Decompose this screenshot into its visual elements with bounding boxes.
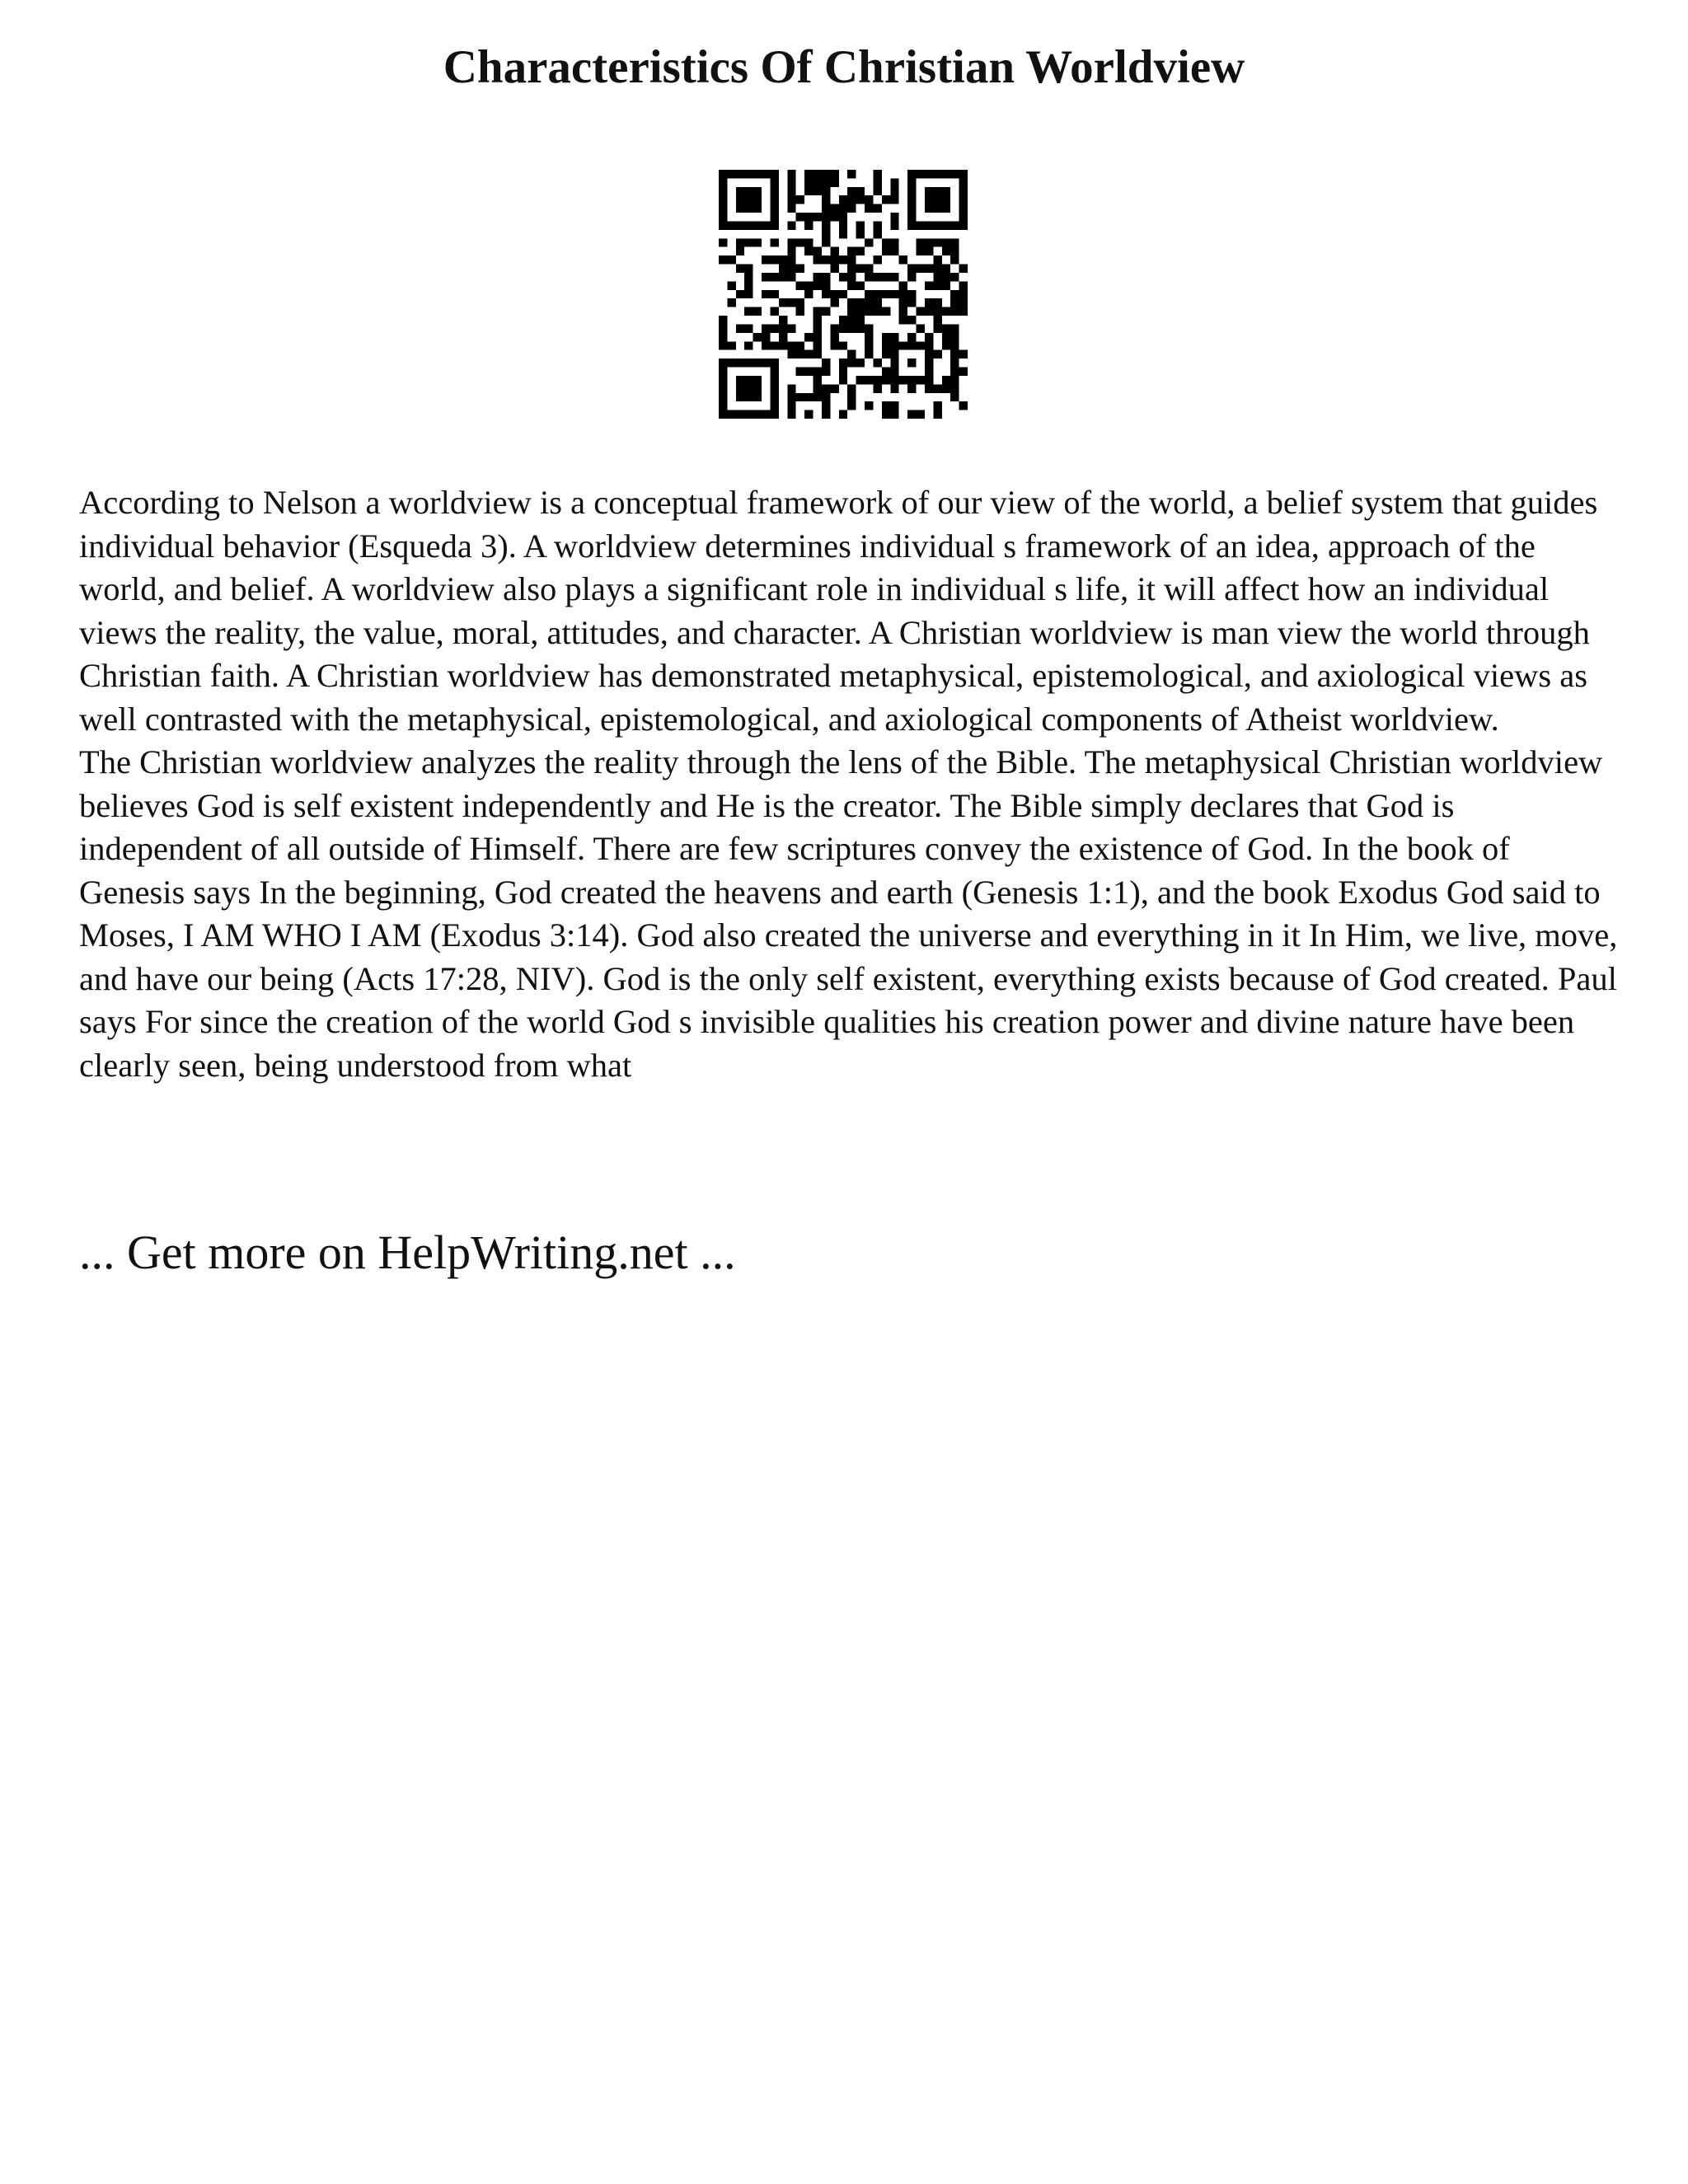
document-body xyxy=(79,481,1620,1087)
body-paragraph: The Christian worldview analyzes the reality through the lens of the Bible. The metaphysical Christian worldview believes God is self existent independently and He is the creator. The Bible simply declares that God is independent of all outside of Himself. There are few scriptures convey the existence of God. In the book of Genesis says In the beginning, God created the heavens and earth (Genesis 1:1), and the book Exodus God said to Moses, I AM WHO I AM (Exodus 3:14). God also created the universe and everything in it In Him, we live, move, and have our being (Acts 17:28, NIV). God is the only self existent, everything exists because of God created. Paul says For since the creation of the world God s invisible qualities his creation power and divine nature have been clearly seen, being understood from what xyxy=(79,743,1618,1084)
get-more-link[interactable]: ... Get more on HelpWriting.net ... xyxy=(79,1226,736,1279)
body-paragraph: According to Nelson a worldview is a conceptual framework of our view of the world, a belief system that guides individual behavior (Esqueda 3). A worldview determines individual s framework of an idea, approach of the world, and belief. A worldview also plays a significant role in individual s life, it will affect how an individual views the reality, the value, moral, attitudes, and character. A Christian worldview is man view the world through Christian faith. A Christian worldview has demonstrated metaphysical, epistemological, and axiological views as well contrasted with the metaphysical, epistemological, and axiological components of Atheist worldview. xyxy=(79,484,1598,738)
document-title: Characteristics Of Christian Worldview xyxy=(443,41,1245,93)
qr-code-icon xyxy=(719,170,968,419)
